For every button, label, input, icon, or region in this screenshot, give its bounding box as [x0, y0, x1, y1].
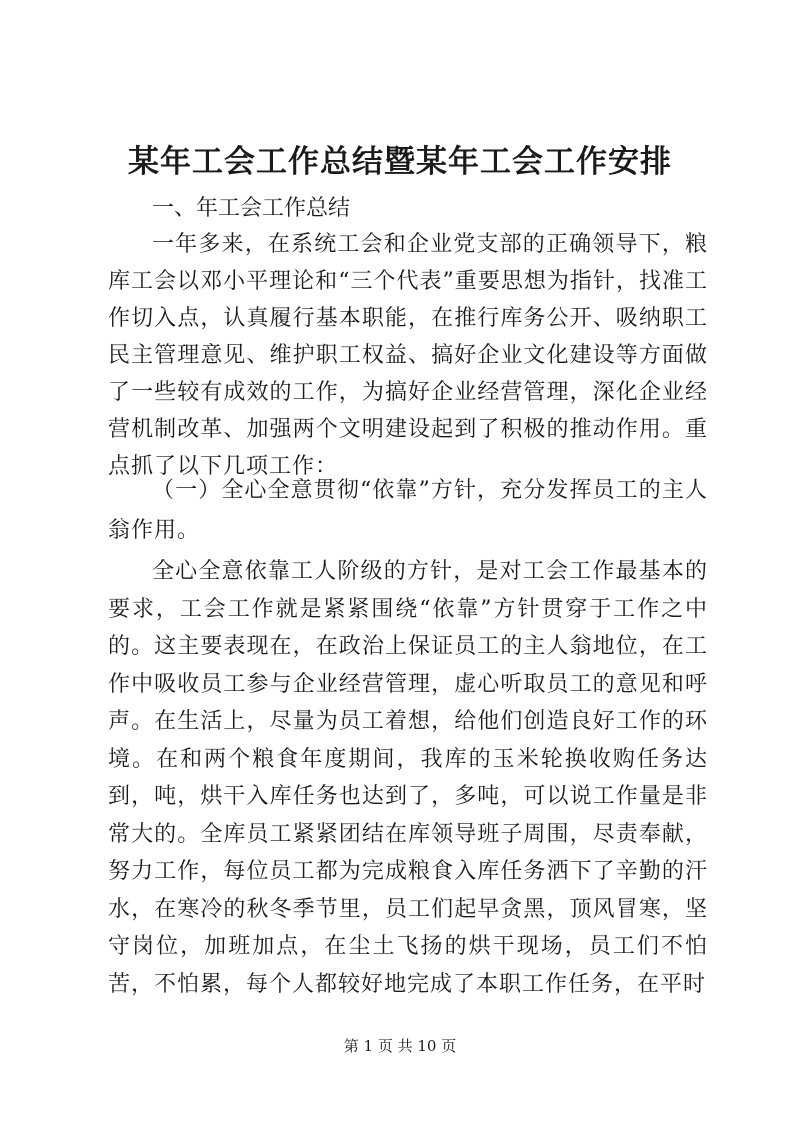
paragraph-body: 全心全意依靠工人阶级的方针，是对工会工作最基本的要求，工会工作就是紧紧围绕“依靠”方针贯穿于工作之中的。这主要表现在，在政治上保证员工的主人翁地位，在工作中吸收员工参与企业经营管理，虚心听取员工的意见和呼声。在生活上，尽量为员工着想，给他们创造良好工作的环境。在和两个粮食年度期间，我库的玉米轮换收购任务达到，吨，烘干入库任务也达到了，多吨，可以说工作量是非常大的。全库员工紧紧团结在库领导班子周围，尽责奉献，努力工作，每位员工都为完成粮食入库任务洒下了辛勤的汗水，在寒冷的秋冬季节里，员工们起早贪黑，顶风冒寒，坚守岗位，加班加点，在尘土飞扬的烘干现场，员工们不怕苦，不怕累，每个人都较好地完成了本职工作任务，在平时	[108, 559, 708, 997]
document-title: 某年工会工作总结暨某年工会工作安排	[128, 144, 672, 180]
page-indicator: 第 1 页 共 10 页	[343, 1037, 457, 1055]
paragraph-intro: 一年多来，在系统工会和企业党支部的正确领导下，粮库工会以邓小平理论和“三个代表”重要思想为指针，找准工作切入点，认真履行基本职能，在推行库务公开、吸纳职工民主管理意见、维护职工权益、搞好企业文化建设等方面做了一些较有成效的工作，为搞好企业经营管理，深化企业经营机制改革、加强两个文明建设起到了积极的推动作用。重点抓了以下几项工作：	[108, 232, 708, 479]
paragraph-subheading: （一）全心全意贯彻“依靠”方针，充分发挥员工的主人翁作用。	[108, 478, 708, 543]
section-heading: 一、年工会工作总结	[152, 196, 351, 221]
